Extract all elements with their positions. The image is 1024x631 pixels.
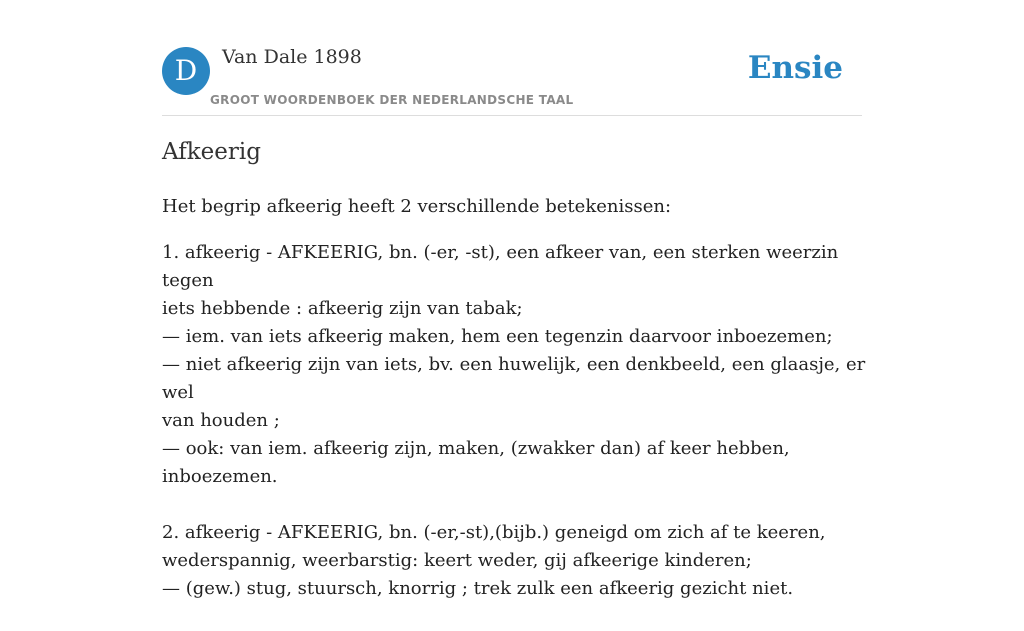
dictionary-logo[interactable]: D [162, 47, 210, 95]
definition-line: 1. afkeerig - AFKEERIG, bn. (-er, -st), een afkeer van, een sterken weerzin tegen [162, 242, 839, 291]
definition-line: van houden ; [162, 410, 280, 431]
definition-line: — iem. van iets afkeerig maken, hem een tegenzin daarvoor inboezemen; [162, 326, 833, 347]
definition-1 [162, 239, 872, 491]
definition-line: — niet afkeerig zijn van iets, bv. een huwelijk, een denkbeeld, een glaasje, er wel [162, 354, 866, 403]
dictionary-subtitle: GROOT WOORDENBOEK DER NEDERLANDSCHE TAAL [210, 93, 574, 107]
brand-logo-link[interactable]: Ensie [747, 50, 843, 86]
header-divider [162, 115, 862, 116]
definition-2 [162, 519, 872, 603]
definition-line: wederspannig, weerbarstig: keert weder, gij afkeerige kinderen; [162, 550, 752, 571]
entry-title: Afkeerig [162, 139, 261, 165]
definition-line: — (gew.) stug, stuursch, knorrig ; trek zulk een afkeerig gezicht niet. [162, 578, 794, 599]
entry-intro: Het begrip afkeerig heeft 2 verschillende betekenissen: [162, 196, 672, 217]
definition-line: iets hebbende : afkeerig zijn van tabak; [162, 298, 523, 319]
dictionary-title[interactable]: Van Dale 1898 [222, 46, 362, 68]
definition-line: 2. afkeerig - AFKEERIG, bn. (-er,-st),(bijb.) geneigd om zich af te keeren, [162, 522, 826, 543]
definition-line: — ook: van iem. afkeerig zijn, maken, (zwakker dan) af keer hebben, inboezemen. [162, 438, 790, 487]
definitions-list [162, 239, 872, 631]
